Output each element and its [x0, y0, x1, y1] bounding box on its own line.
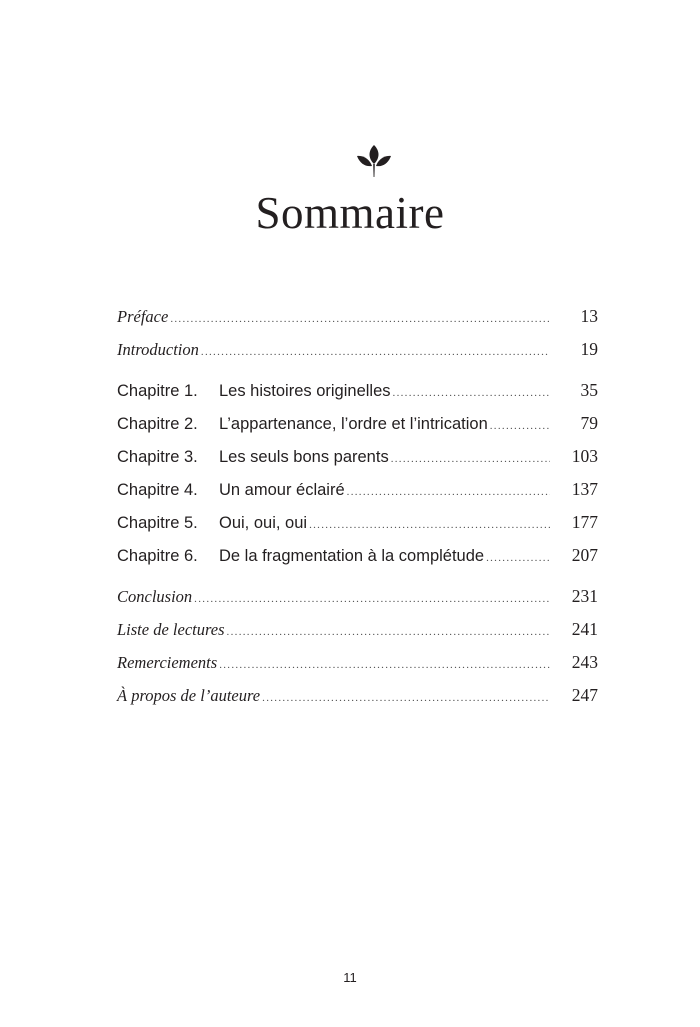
- toc-entry-page: 207: [571, 545, 598, 565]
- chapter-number: Chapitre 2.: [117, 415, 198, 433]
- table-of-contents: [117, 303, 598, 715]
- toc-entry-page: 177: [571, 512, 598, 532]
- dot-leader: [490, 413, 550, 440]
- chapter-title: Oui, oui, oui: [219, 514, 308, 532]
- chapter-number: Chapitre 3.: [117, 448, 198, 466]
- chapter-number: Chapitre 5.: [117, 514, 198, 532]
- toc-entry-chapter-4[interactable]: [117, 476, 598, 509]
- toc-entry-page: 137: [571, 479, 598, 499]
- toc-entry-page: 79: [580, 413, 598, 433]
- toc-entry-chapter-1[interactable]: [117, 377, 598, 410]
- toc-entry-page: 19: [580, 339, 598, 359]
- toc-entry-page: 103: [571, 446, 598, 466]
- chapter-title: De la fragmentation à la complétude: [219, 547, 485, 565]
- dot-leader: [170, 306, 550, 333]
- toc-entry-conclusion[interactable]: [117, 583, 598, 616]
- toc-entry-about-author[interactable]: [117, 682, 598, 715]
- dot-leader: [219, 652, 550, 679]
- dot-leader: [309, 512, 550, 539]
- toc-entry-acknowledgements[interactable]: [117, 649, 598, 682]
- toc-entry-label: Liste de lectures: [117, 620, 225, 639]
- dot-leader: [391, 446, 550, 473]
- dot-leader: [194, 586, 550, 613]
- dot-leader: [227, 619, 550, 646]
- chapter-number: Chapitre 6.: [117, 547, 198, 565]
- dot-leader: [201, 339, 550, 366]
- toc-entry-page: 13: [580, 306, 598, 326]
- toc-entry-label: À propos de l’auteure: [117, 686, 261, 705]
- dot-leader: [347, 479, 550, 506]
- page-title: Sommaire: [255, 188, 445, 238]
- toc-entry-reading-list[interactable]: [117, 616, 598, 649]
- dot-leader: [262, 685, 550, 712]
- toc-entry-page: 247: [571, 685, 598, 705]
- toc-entry-chapter-5[interactable]: [117, 509, 598, 542]
- chapter-title: Les seuls bons parents: [219, 448, 389, 466]
- toc-entry-page: 243: [571, 652, 598, 672]
- toc-entry-label: Introduction: [117, 340, 199, 359]
- leaf-sprig-icon: [355, 143, 393, 179]
- toc-entry-chapter-6[interactable]: [117, 542, 598, 575]
- toc-entry-label: Remerciements: [117, 653, 218, 672]
- toc-entry-page: 35: [580, 380, 598, 400]
- page-number: 11: [343, 970, 357, 985]
- toc-entry-chapter-2[interactable]: [117, 410, 598, 443]
- toc-entry-page: 241: [571, 619, 598, 639]
- dot-leader: [486, 545, 550, 572]
- chapter-title: Les histoires originelles: [219, 382, 391, 400]
- chapter-title: Un amour éclairé: [219, 481, 345, 499]
- toc-entry-page: 231: [571, 586, 598, 606]
- toc-entry-preface[interactable]: [117, 303, 598, 336]
- toc-entry-label: Préface: [117, 307, 169, 326]
- toc-entry-chapter-3[interactable]: [117, 443, 598, 476]
- dot-leader: [393, 380, 550, 407]
- chapter-title: L’appartenance, l’ordre et l’intrication: [219, 415, 488, 433]
- toc-entry-introduction[interactable]: [117, 336, 598, 369]
- chapter-number: Chapitre 4.: [117, 481, 198, 499]
- chapter-number: Chapitre 1.: [117, 382, 198, 400]
- toc-entry-label: Conclusion: [117, 587, 193, 606]
